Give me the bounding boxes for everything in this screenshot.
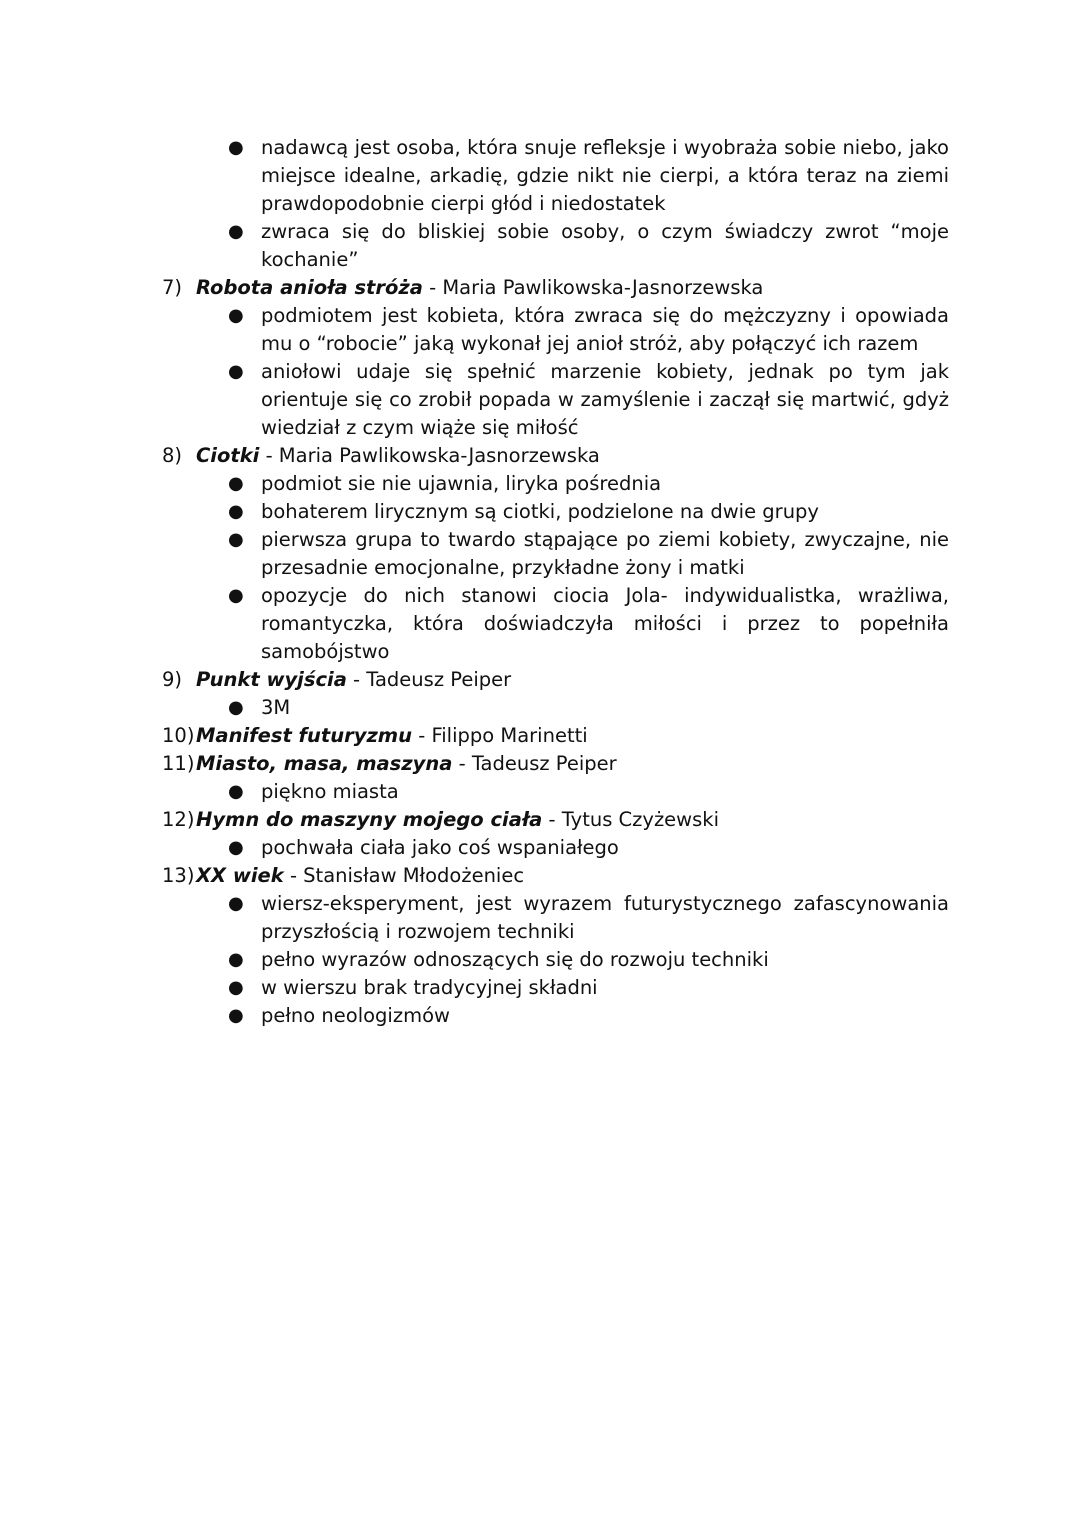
list-item xyxy=(228,694,949,722)
bullet-icon: ● xyxy=(228,1005,244,1026)
section-number: 13) xyxy=(162,864,195,887)
poem-author: - Filippo Marinetti xyxy=(412,724,588,747)
bullet-text: aniołowi udaje się spełnić marzenie kobiety, jednak po tym jak orientuje się co zrobił popada w zamyślenie i zaczął się martwić, gdyż wiedział z czym wiąże się miłość xyxy=(261,360,949,439)
bullet-icon: ● xyxy=(228,977,244,998)
bullet-text: wiersz-eksperyment, jest wyrazem futurystycznego zafascynowania przyszłością i rozwojem techniki xyxy=(261,892,949,943)
bullet-icon: ● xyxy=(228,501,244,522)
list-item xyxy=(228,778,949,806)
bullet-text: podmiot sie nie ujawnia, liryka pośrednia xyxy=(261,472,662,495)
bullet-icon: ● xyxy=(228,781,244,802)
poem-title: Punkt wyjścia xyxy=(196,668,347,691)
poem-author: - Stanisław Młodożeniec xyxy=(283,864,525,887)
list-item xyxy=(228,218,949,274)
bullet-icon: ● xyxy=(228,585,244,606)
poem-author: - Tytus Czyżewski xyxy=(542,808,719,831)
section-number: 8) xyxy=(162,444,183,467)
section-title xyxy=(196,722,588,750)
section-heading xyxy=(0,806,1080,834)
bullet-icon: ● xyxy=(228,361,244,382)
list-item xyxy=(228,974,949,1002)
bullet-text: podmiotem jest kobieta, która zwraca się do mężczyzny i opowiada mu o “robocie” jaką wykonał jej anioł stróż, aby połączyć ich razem xyxy=(261,304,949,355)
bullet-icon: ● xyxy=(228,305,244,326)
section-heading xyxy=(0,750,1080,778)
poem-author: - Tadeusz Peiper xyxy=(346,668,512,691)
list-item xyxy=(228,302,949,358)
section-title xyxy=(196,666,511,694)
list-item xyxy=(228,890,949,946)
section-heading xyxy=(0,666,1080,694)
bullet-text: piękno miasta xyxy=(261,780,399,803)
section-number: 12) xyxy=(162,808,195,831)
bullet-text: pierwsza grupa to twardo stąpające po ziemi kobiety, zwyczajne, nie przesadnie emocjonalne, przykładne żony i matki xyxy=(261,528,949,579)
poem-title: Ciotki xyxy=(196,444,260,467)
bullet-text: nadawcą jest osoba, która snuje refleksje i wyobraża sobie niebo, jako miejsce idealne, arkadię, gdzie nikt nie cierpi, a która teraz na ziemi prawdopodobnie cierpi głód i niedostatek xyxy=(261,136,949,215)
list-item xyxy=(228,498,949,526)
list-item xyxy=(228,946,949,974)
section-heading xyxy=(0,442,1080,470)
poem-author: - Tadeusz Peiper xyxy=(452,752,617,775)
section-heading xyxy=(0,862,1080,890)
poem-title: XX wiek xyxy=(196,864,284,887)
section-number: 9) xyxy=(162,668,183,691)
section-heading xyxy=(0,274,1080,302)
bullet-text: pochwała ciała jako coś wspaniałego xyxy=(261,836,619,859)
section-title xyxy=(196,442,600,470)
section-title xyxy=(196,274,763,302)
list-item xyxy=(228,134,949,218)
section-number: 7) xyxy=(162,276,183,299)
poem-title: Hymn do maszyny mojego ciała xyxy=(196,808,543,831)
bullet-text: pełno neologizmów xyxy=(261,1004,450,1027)
section-title xyxy=(196,806,719,834)
section-title xyxy=(196,862,524,890)
list-item xyxy=(228,1002,949,1030)
list-item xyxy=(228,470,949,498)
section-heading xyxy=(0,722,1080,750)
bullet-icon: ● xyxy=(228,893,244,914)
poem-title: Robota anioła stróża xyxy=(196,276,423,299)
bullet-icon: ● xyxy=(228,137,244,158)
bullet-icon: ● xyxy=(228,221,244,242)
bullet-text: opozycje do nich stanowi ciocia Jola- indywidualistka, wrażliwa, romantyczka, która doświadczyła miłości i przez to popełniła samobójstwo xyxy=(261,584,949,663)
bullet-icon: ● xyxy=(228,529,244,550)
poem-title: Manifest futuryzmu xyxy=(196,724,413,747)
list-item xyxy=(228,834,949,862)
document-page xyxy=(0,134,1080,1030)
bullet-text: w wierszu brak tradycyjnej składni xyxy=(261,976,598,999)
section-title xyxy=(196,750,617,778)
poem-title: Miasto, masa, maszyna xyxy=(196,752,453,775)
section-number: 10) xyxy=(162,724,195,747)
bullet-icon: ● xyxy=(228,837,244,858)
bullet-icon: ● xyxy=(228,949,244,970)
section-number: 11) xyxy=(162,752,195,775)
bullet-text: bohaterem lirycznym są ciotki, podzielone na dwie grupy xyxy=(261,500,819,523)
poem-author: - Maria Pawlikowska-Jasnorzewska xyxy=(422,276,764,299)
poem-author: - Maria Pawlikowska-Jasnorzewska xyxy=(259,444,600,467)
list-item xyxy=(228,582,949,666)
list-item xyxy=(228,526,949,582)
bullet-text: pełno wyrazów odnoszących się do rozwoju techniki xyxy=(261,948,769,971)
list-item xyxy=(228,358,949,442)
bullet-icon: ● xyxy=(228,697,244,718)
bullet-text: 3M xyxy=(261,696,291,719)
bullet-text: zwraca się do bliskiej sobie osoby, o czym świadczy zwrot “moje kochanie” xyxy=(261,220,949,271)
bullet-icon: ● xyxy=(228,473,244,494)
